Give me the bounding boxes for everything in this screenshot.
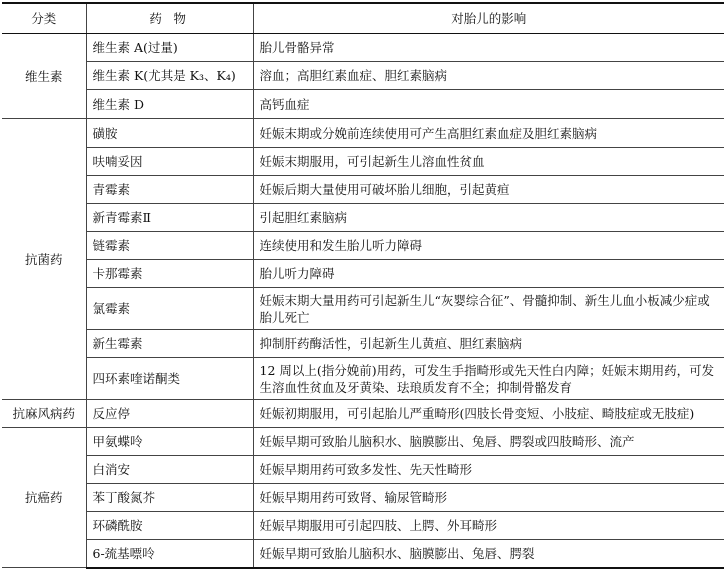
effect-cell: 妊娠末期大量用药可引起新生儿“灰婴综合征”、骨髓抑制、新生儿血小板减少症或胎儿死亡 bbox=[253, 288, 724, 330]
drug-cell: 维生素 A(过量) bbox=[86, 34, 253, 62]
table-row bbox=[2, 484, 724, 512]
table-row bbox=[2, 358, 724, 400]
effect-cell: 妊娠末期或分娩前连续使用可产生高胆红素血症及胆红素脑病 bbox=[253, 119, 724, 148]
effect-cell: 胎儿骨骼异常 bbox=[253, 34, 724, 62]
effect-cell: 妊娠早期用药可致多发性、先天性畸形 bbox=[253, 456, 724, 484]
table-header bbox=[2, 3, 724, 34]
table-row bbox=[2, 288, 724, 330]
table-row bbox=[2, 62, 724, 90]
drug-cell: 呋喃妥因 bbox=[86, 148, 253, 176]
drug-cell: 维生素 D bbox=[86, 90, 253, 119]
effect-cell: 引起胆红素脑病 bbox=[253, 204, 724, 232]
effect-cell: 妊娠早期服用可引起四肢、上腭、外耳畸形 bbox=[253, 512, 724, 540]
table-row bbox=[2, 512, 724, 540]
effect-cell: 妊娠早期可致胎儿脑积水、脑膜膨出、兔唇、腭裂 bbox=[253, 540, 724, 568]
drug-cell: 链霉素 bbox=[86, 232, 253, 260]
drug-cell: 环磷酰胺 bbox=[86, 512, 253, 540]
category-cell: 维生素 bbox=[2, 34, 86, 119]
table-row bbox=[2, 260, 724, 288]
category-cell: 抗菌药 bbox=[2, 119, 86, 400]
drug-cell: 新青霉素Ⅱ bbox=[86, 204, 253, 232]
table-row bbox=[2, 456, 724, 484]
table-row bbox=[2, 90, 724, 119]
table-row bbox=[2, 148, 724, 176]
table-row bbox=[2, 428, 724, 456]
drug-cell: 白消安 bbox=[86, 456, 253, 484]
drug-cell: 甲氨蝶呤 bbox=[86, 428, 253, 456]
table-row bbox=[2, 330, 724, 358]
drug-effects-table bbox=[2, 2, 724, 569]
drug-cell: 6-巯基嘌呤 bbox=[86, 540, 253, 568]
effect-cell: 抑制肝药酶活性，引起新生儿黄疸、胆红素脑病 bbox=[253, 330, 724, 358]
table-row bbox=[2, 176, 724, 204]
effect-cell: 妊娠末期服用，可引起新生儿溶血性贫血 bbox=[253, 148, 724, 176]
effect-cell: 12 周以上(指分娩前)用药，可发生手指畸形或先天性白内障；妊娠末期用药，可发生溶血性贫血及牙黄染、珐琅质发育不全；抑制骨骼发育 bbox=[253, 358, 724, 400]
header-row bbox=[2, 3, 724, 34]
effect-cell: 妊娠早期用药可致肾、输尿管畸形 bbox=[253, 484, 724, 512]
effect-cell: 高钙血症 bbox=[253, 90, 724, 119]
drug-cell: 四环素喹诺酮类 bbox=[86, 358, 253, 400]
effect-cell: 连续使用和发生胎儿听力障碍 bbox=[253, 232, 724, 260]
drug-cell: 青霉素 bbox=[86, 176, 253, 204]
category-cell: 抗癌药 bbox=[2, 428, 86, 568]
drug-cell: 新生霉素 bbox=[86, 330, 253, 358]
drug-cell: 维生素 K(尤其是 K₃、K₄) bbox=[86, 62, 253, 90]
drug-cell: 磺胺 bbox=[86, 119, 253, 148]
header-category: 分类 bbox=[2, 3, 86, 34]
table-body bbox=[2, 34, 724, 568]
effect-cell: 妊娠早期可致胎儿脑积水、脑膜膨出、兔唇、腭裂或四肢畸形、流产 bbox=[253, 428, 724, 456]
table-row bbox=[2, 232, 724, 260]
header-effect: 对胎儿的影响 bbox=[253, 3, 724, 34]
table-row bbox=[2, 34, 724, 62]
effect-cell: 胎儿听力障碍 bbox=[253, 260, 724, 288]
drug-cell: 氯霉素 bbox=[86, 288, 253, 330]
effect-cell: 妊娠初期服用，可引起胎儿严重畸形(四肢长骨变短、小肢症、畸肢症或无肢症) bbox=[253, 400, 724, 428]
drug-cell: 反应停 bbox=[86, 400, 253, 428]
drug-cell: 卡那霉素 bbox=[86, 260, 253, 288]
table-row bbox=[2, 204, 724, 232]
category-cell: 抗麻风病药 bbox=[2, 400, 86, 428]
effect-cell: 妊娠后期大量使用可破坏胎儿细胞，引起黄疸 bbox=[253, 176, 724, 204]
table-row bbox=[2, 400, 724, 428]
table-row bbox=[2, 540, 724, 568]
effect-cell: 溶血；高胆红素血症、胆红素脑病 bbox=[253, 62, 724, 90]
header-drug: 药 物 bbox=[86, 3, 253, 34]
table-row bbox=[2, 119, 724, 148]
drug-cell: 苯丁酸氮芥 bbox=[86, 484, 253, 512]
